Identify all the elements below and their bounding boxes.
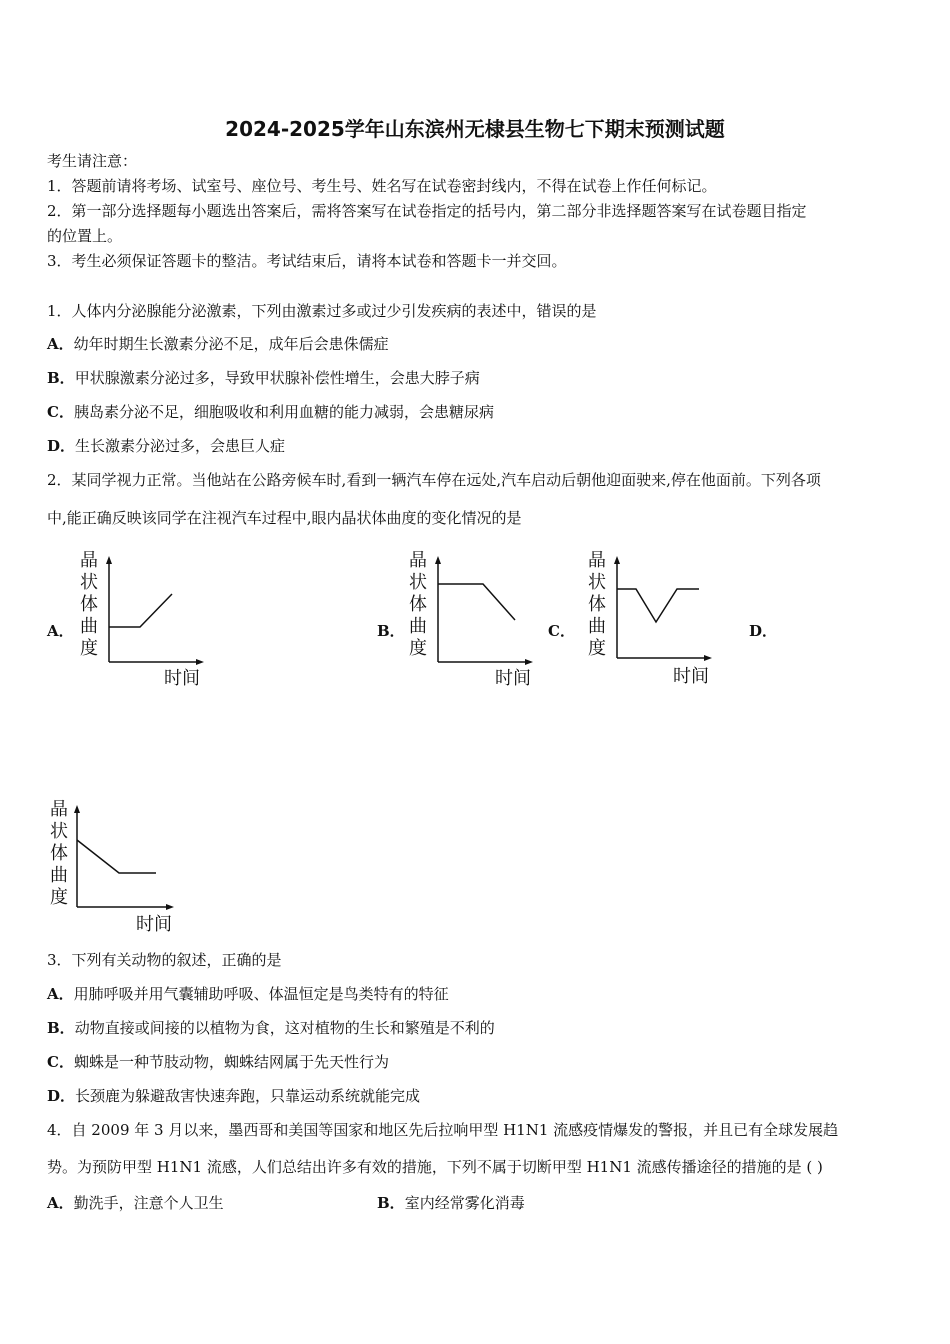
- y-axis-arrow: [74, 805, 80, 813]
- svg-text:体: 体: [80, 594, 98, 615]
- q1-option-c: C．胰岛素分泌不足，细胞吸收和利用血糖的能力减弱，会患糖尿病: [47, 403, 494, 421]
- svg-text:状: 状: [409, 572, 427, 593]
- x-axis-arrow: [525, 659, 533, 665]
- q3-option-c: C．蜘蛛是一种节肢动物，蜘蛛结网属于先天性行为: [47, 1053, 389, 1071]
- graph-x-label: 时间: [673, 666, 709, 687]
- svg-text:曲: 曲: [409, 616, 427, 637]
- q2-option-d-label: D．: [749, 622, 778, 640]
- q2-option-b-label: B．: [377, 622, 405, 640]
- svg-text:晶: 晶: [80, 550, 98, 571]
- svg-text:曲: 曲: [588, 616, 606, 637]
- q4-stem-line2: 势。为预防甲型 H1N1 流感，人们总结出许多有效的措施，下列不属于切断甲型 H1N1 流感传播途径的措施的是 ( ): [47, 1158, 823, 1176]
- y-axis-arrow: [106, 556, 112, 564]
- svg-text:状: 状: [588, 572, 606, 593]
- notice-item: 3．考生必须保证答题卡的整洁。考试结束后，请将本试卷和答题卡一并交回。: [47, 252, 567, 270]
- y-axis-arrow: [614, 556, 620, 564]
- q4-option-b: B．室内经常雾化消毒: [377, 1194, 525, 1212]
- graph-y-label: [409, 550, 427, 659]
- svg-text:体: 体: [50, 843, 68, 864]
- graph-x-label: 时间: [136, 914, 172, 935]
- curve-a: [109, 594, 172, 627]
- notice-item: 2．第一部分选择题每小题选出答案后，需将答案写在试卷指定的括号内，第二部分非选择题答案写在试卷题目指定: [47, 202, 807, 220]
- q4-option-a: A．勤洗手，注意个人卫生: [47, 1194, 224, 1212]
- graph-d: [46, 795, 181, 935]
- q3-option-a: A．用肺呼吸并用气囊辅助呼吸、体温恒定是鸟类特有的特征: [47, 985, 449, 1003]
- q3-stem: 3．下列有关动物的叙述，正确的是: [47, 951, 282, 969]
- y-axis-arrow: [435, 556, 441, 564]
- svg-text:度: 度: [50, 887, 68, 908]
- svg-text:度: 度: [80, 638, 98, 659]
- q4-stem-line1: 4．自 2009 年 3 月以来，墨西哥和美国等国家和地区先后拉响甲型 H1N1 流感疫情爆发的警报，并且已有全球发展趋: [47, 1121, 839, 1139]
- svg-text:晶: 晶: [50, 799, 68, 820]
- q1-option-b: B．甲状腺激素分泌过多，导致甲状腺补偿性增生，会患大脖子病: [47, 369, 480, 387]
- svg-text:体: 体: [409, 594, 427, 615]
- q2-option-c-label: C．: [548, 622, 575, 640]
- notice-heading: 考生请注意：: [47, 152, 138, 170]
- svg-text:状: 状: [50, 821, 68, 842]
- x-axis-arrow: [196, 659, 204, 665]
- x-axis-arrow: [704, 655, 712, 661]
- graph-x-label: 时间: [164, 668, 200, 688]
- graph-y-label: [80, 550, 98, 659]
- svg-text:度: 度: [409, 638, 427, 659]
- q2-option-a-label: A．: [47, 622, 74, 640]
- curve-b: [438, 584, 515, 620]
- graph-y-label: [50, 799, 68, 908]
- svg-text:曲: 曲: [50, 865, 68, 886]
- svg-text:晶: 晶: [588, 550, 606, 571]
- svg-text:曲: 曲: [80, 616, 98, 637]
- q3-option-b: B．动物直接或间接的以植物为食，这对植物的生长和繁殖是不利的: [47, 1019, 495, 1037]
- svg-text:度: 度: [588, 638, 606, 659]
- graph-x-label: 时间: [495, 668, 531, 688]
- q3-option-d: D．长颈鹿为躲避敌害快速奔跑，只靠运动系统就能完成: [47, 1087, 421, 1105]
- x-axis-arrow: [166, 904, 174, 910]
- curve-c: [617, 589, 699, 622]
- q1-option-d: D．生长激素分泌过多，会患巨人症: [47, 437, 286, 455]
- graph-a: [76, 548, 211, 688]
- svg-text:晶: 晶: [409, 550, 427, 571]
- svg-text:体: 体: [588, 594, 606, 615]
- notice-item: 1．答题前请将考场、试室号、座位号、考生号、姓名写在试卷密封线内，不得在试卷上作任何标记。: [47, 177, 717, 195]
- q2-stem-line1: 2．某同学视力正常。当他站在公路旁候车时,看到一辆汽车停在远处,汽车启动后朝他迎面驶来,停在他面前。下列各项: [47, 471, 821, 489]
- graph-c: [584, 548, 719, 688]
- q1-stem: 1．人体内分泌腺能分泌激素，下列由激素过多或过少引发疾病的表述中，错误的是: [47, 302, 597, 320]
- graph-b: [405, 548, 540, 688]
- q2-stem-line2: 中,能正确反映该同学在注视汽车过程中,眼内晶状体曲度的变化情况的是: [47, 509, 522, 527]
- svg-text:状: 状: [80, 572, 98, 593]
- notice-item: 的位置上。: [47, 227, 123, 245]
- curve-d: [77, 840, 156, 873]
- graph-y-label: [588, 550, 606, 659]
- page-title: 2024-2025学年山东滨州无棣县生物七下期末预测试题: [225, 117, 725, 141]
- q1-option-a: A．幼年时期生长激素分泌不足，成年后会患侏儒症: [47, 335, 389, 353]
